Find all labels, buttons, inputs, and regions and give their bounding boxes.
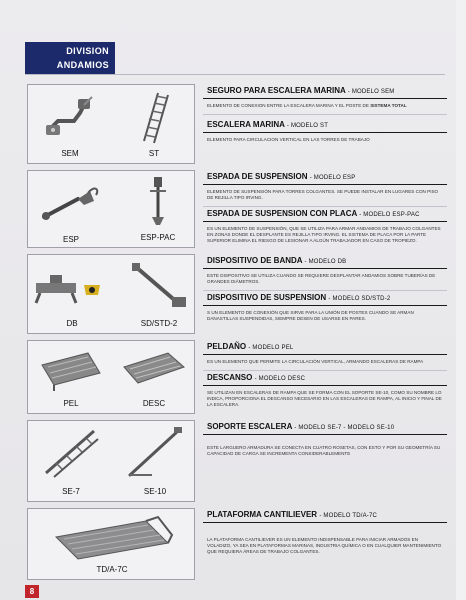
suspension-device-icon [126,261,192,311]
clamp-icon [40,91,100,143]
page-edge [456,0,466,600]
support-bar-icon [122,425,188,483]
product-se-7 [36,425,106,501]
product-descriptions [203,420,447,502]
entry-description: ES UN ELEMENTO DE SUSPENSIÓN, QUE SE UTILIZA PARA ARMAR ANDAMIOS DE TRABAJO COLGANTES EN ZONAS DONDE EL DESPLANTE ES REJILLA TIPO IRVING. EL SISTEMA DE PLACA POR LA PARTE SUPERIOR ELIMINA EL RIESGO DE LESIONAR A ALGÚN TRABAJADOR EN CASO DE TROPIEZO. [207,226,441,243]
entry-title: SOPORTE ESCALERA - MODELO SE-7 - MODELO SE-10 [203,420,447,435]
entry-title: SEGURO PARA ESCALERA MARINA - MODELO SEM [203,84,447,99]
product-esp-pac [130,173,186,247]
product-code: SD/STD-2 [140,319,178,328]
entry-description: ELEMENTO PARA CIRCULACION VERTICAL EN LAS TORRES DE TRABAJO [207,137,370,142]
entry-description: ELEMENTO DE SUSPENSIÓN PARA TORRES COLGANTES. SE PUEDE INSTALAR EN LUGARES CON PISO DE REJILLA TIPO IRVING. [203,185,447,207]
product-image-panel [27,84,195,164]
cantilever-platform-icon [50,513,174,563]
product-row-tda [27,508,447,580]
entry-description: ESTE LARGUERO ARMADURA SE CONECTA EN CUATRO ROSETAS, CON ESTO Y POR SU GEOMETRÍA SU CAPACIDAD DE CARGA SE INCREMENTA CONSIDERABLEMENTE [207,445,441,456]
product-descriptions [203,170,447,248]
product-image-panel [27,420,195,502]
entry-description: SE UTILIZAN EN ESCALERAS DE RAMPA QUE SE FORMA CON EL SOPORTE SE-10, COMO SU NOMBRE LO INDICA, PROPORCIONA EL DESCANSO NECESARIO EN LAS ESCALERAS DE RAMPA, AL INICIO Y FINAL DE LA ESCALERA. [207,390,442,407]
product-db [32,263,112,331]
product-row-esp [27,170,447,248]
product-code: SEM [61,149,79,158]
ladder-support-icon [36,425,106,483]
product-descriptions [203,340,447,414]
product-image-panel [27,508,195,580]
product-pel [36,347,106,413]
band-device-icon [32,263,112,311]
product-sd-std-2 [126,261,192,331]
entry-title: DESCANSO - MODELO DESC [203,371,447,386]
product-desc [118,347,190,413]
product-code: ST [148,149,160,158]
entry-title: ESPADA DE SUSPENSION CON PLACA - MODELO ESP-PAC [203,207,447,222]
product-code: PEL [63,399,79,408]
product-td-a-7c [50,513,174,579]
entry-description: ES UN ELEMENTO QUE PERMITE LA CIRCULACIÓN VERTICAL, ARMANDO ESCALERAS DE RAMPA [203,355,447,371]
product-sem [40,91,100,161]
product-se-10 [122,425,188,501]
entry-description: ESTE DISPOSITIVO SE UTILIZA CUANDO SE REQUIERE DESPLANTAR ANDAMIOS SOBRE TUBERÍAS DE GRANDES DIÁMETROS. [203,269,447,291]
product-code: DESC [142,399,166,408]
page-number: 8 [25,585,39,598]
product-row-pel-desc [27,340,447,414]
product-code: ESP-PAC [140,233,176,242]
product-row-se [27,420,447,502]
division-header [25,42,115,74]
product-code: DB [66,319,78,328]
landing-icon [118,347,190,393]
entry-description: LA PLATAFORMA CANTILIEVER ES UN ELEMENTO INDISPENSABLE PARA INICIAR ARMADOS EN VOLADIZO, YA SEA EN PLATAFORMAS MARINAS, INDUSTRIA QUÍMICA O EN CUALQUIER MANTENIMIENTO QUE REQUIERA ÁREAS DE TRABAJO COLGANTES. [207,537,442,554]
entry-title: PLATAFORMA CANTILIEVER - MODELO TD/A-7C [203,508,447,523]
product-image-panel [27,340,195,414]
product-code: TD/A-7C [96,565,128,574]
product-descriptions [203,508,447,580]
entry-description: S UN ELEMENTO DE CONEXIÓN QUE SIRVE PARA LA UNIÓN DE POSTES CUANDO SE ARMAN DANASTILLAS SUSPENDIDAS, SIEMPRE DESEN DE USARSE EN PARES. [207,310,414,321]
division-name: ANDAMIOS [56,60,109,70]
entry-title: ESCALERA MARINA - MODELO ST [203,118,447,133]
entry-title: DISPOSITIVO DE BANDA - MODELO DB [203,254,447,269]
product-code: SE-10 [143,487,167,496]
division-label: DIVISION [66,46,109,56]
product-esp [38,177,104,247]
product-image-panel [27,170,195,248]
suspension-plate-icon [130,173,186,229]
entry-description: ELEMENTO DE CONEXION ENTRE LA ESCALERA MARINA Y EL POSTE DE SISTEMA TOTAL [203,99,447,115]
suspension-spade-icon [38,177,104,227]
product-code: ESP [62,235,79,244]
step-icon [36,347,106,393]
product-descriptions [203,254,447,334]
product-image-panel [27,254,195,334]
entry-title: DISPOSITIVO DE SUSPENSION - MODELO SD/STD-2 [203,291,447,306]
product-code: SE-7 [62,487,80,496]
product-st [124,89,184,161]
product-row-sem-st [27,84,447,164]
product-descriptions [203,84,447,164]
product-row-db-sd [27,254,447,334]
header-divider [25,74,445,75]
entry-title: ESPADA DE SUSPENSION - MODELO ESP [203,170,447,185]
entry-title: PELDAÑO - MODELO PEL [203,340,447,355]
ladder-icon [124,89,184,145]
